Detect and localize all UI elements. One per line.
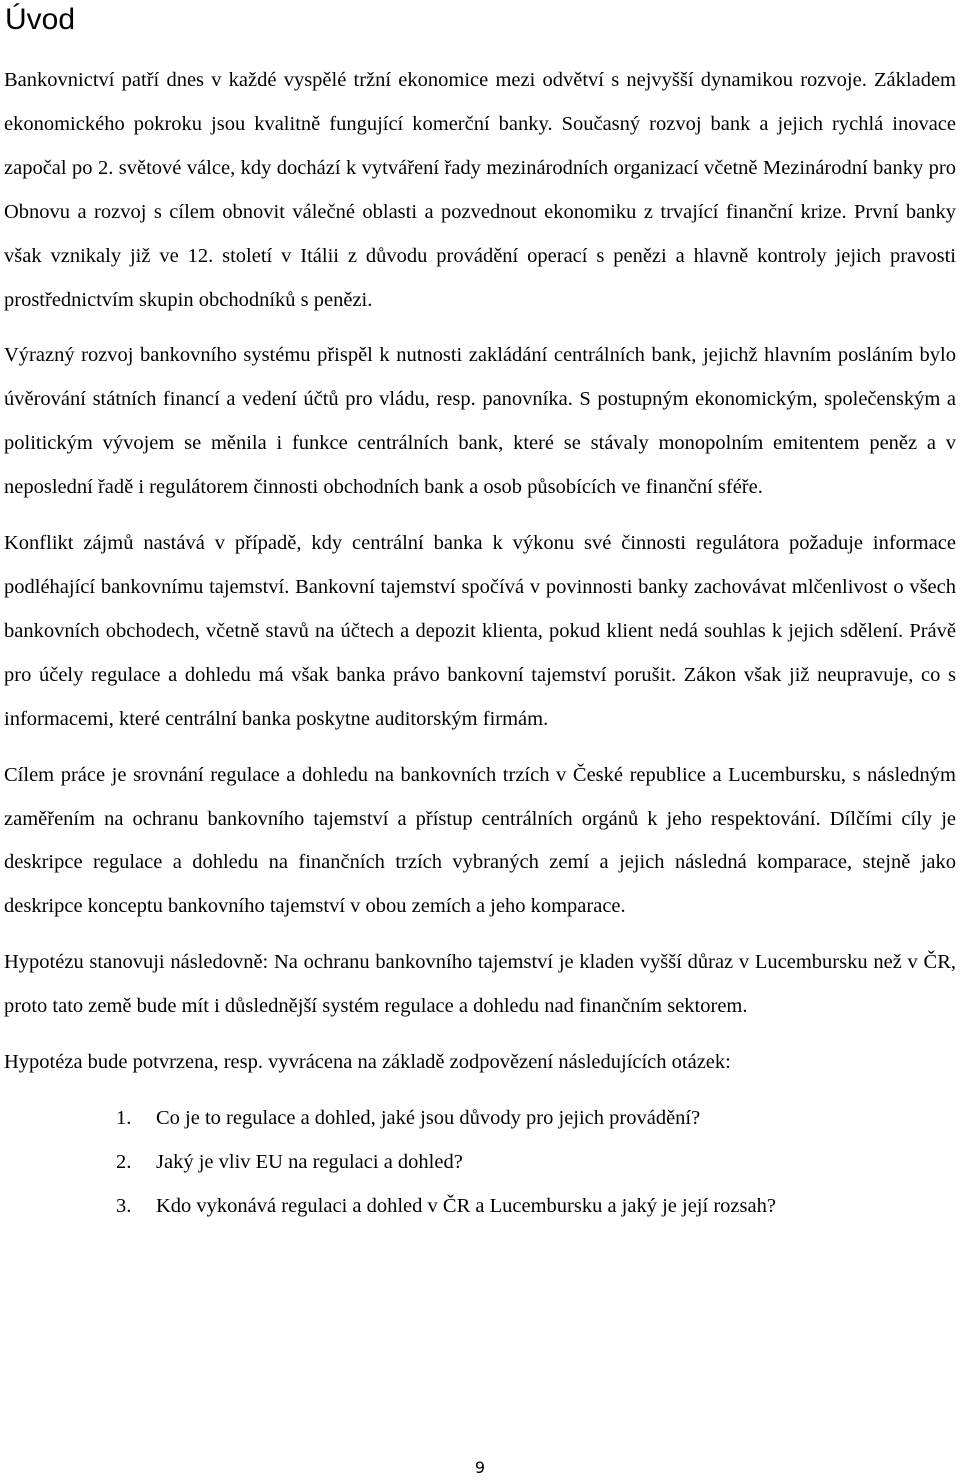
list-item-text: Co je to regulace a dohled, jaké jsou důvody pro jejich provádění? (156, 1106, 701, 1129)
list-item-number: 2. (116, 1150, 132, 1173)
question-list (4, 1097, 956, 1229)
paragraph-hypothesis: Hypotézu stanovuji následovně: Na ochranu bankovního tajemství je kladen vyšší důraz v Lucembursku než v ČR, proto tato země bude mít i důslednější systém regulace a dohledu nad finančním sektorem. (4, 951, 956, 1018)
paragraph-central-banks: Výrazný rozvoj bankovního systému přispěl k nutnosti zakládání centrálních bank, jejichž hlavním posláním bylo úvěrování státních financí a vedení účtů pro vládu, resp. panovníka. S postupným ekonomickým, společenským a politickým vývojem se měnila i funkce centrálních bank, které se stávaly monopolním emitentem peněz a v neposlední řadě i regulátorem činnosti obchodních bank a osob působících ve finanční sféře. (4, 344, 956, 499)
list-item (4, 1185, 956, 1229)
paragraph-goal: Cílem práce je srovnání regulace a dohledu na bankovních trzích v České republice a Lucembursku, s následným zaměřením na ochranu bankovního tajemství a přístup centrálních orgánů k jeho respektování. Dílčími cíly je deskripce regulace a dohledu na finančních trzích vybraných zemí a jejich následná komparace, stejně jako deskripce konceptu bankovního tajemství v obou zemích a jeho komparace. (4, 763, 956, 918)
paragraph-intro: Bankovnictví patří dnes v každé vyspělé tržní ekonomice mezi odvětví s nejvyšší dynamikou rozvoje. Základem ekonomického pokroku jsou kvalitně fungující komerční banky. Současný rozvoj bank a jejich rychlá inovace započal po 2. světové válce, kdy dochází k vytváření řady mezinárodních organizací včetně Mezinárodní banky pro Obnovu a rozvoj s cílem obnovit válečné oblasti a pozvednout ekonomiku z trvající finanční krize. První banky však vznikaly již ve 12. století v Itálii z důvodu provádění operací s penězi a hlavně kontroly jejich pravosti prostřednictvím skupin obchodníků s penězi. (4, 69, 956, 311)
page-title: Úvod (5, 3, 76, 36)
list-item (4, 1141, 956, 1185)
paragraph-conflict: Konflikt zájmů nastává v případě, kdy centrální banka k výkonu své činnosti regulátora požaduje informace podléhající bankovnímu tajemství. Bankovní tajemství spočívá v povinnosti banky zachovávat mlčenlivost o všech bankovních obchodech, včetně stavů na účtech a depozit klienta, pokud klient nedá souhlas k jejich sdělení. Právě pro účely regulace a dohledu má však banka právo bankovní tajemství porušit. Zákon však již neupravuje, co s informacemi, které centrální banka poskytne auditorským firmám. (4, 532, 956, 730)
paragraph-questions-intro: Hypotéza bude potvrzena, resp. vyvrácena na základě zodpovězení následujících otázek: (4, 1051, 731, 1074)
list-item-number: 1. (116, 1106, 132, 1129)
page-number: 9 (474, 1458, 486, 1477)
list-item (4, 1097, 956, 1141)
list-item-number: 3. (116, 1194, 132, 1217)
list-item-text: Jaký je vliv EU na regulaci a dohled? (156, 1150, 463, 1173)
document-body (4, 59, 956, 1229)
list-item-text: Kdo vykonává regulaci a dohled v ČR a Lucembursku a jaký je její rozsah? (156, 1194, 776, 1217)
